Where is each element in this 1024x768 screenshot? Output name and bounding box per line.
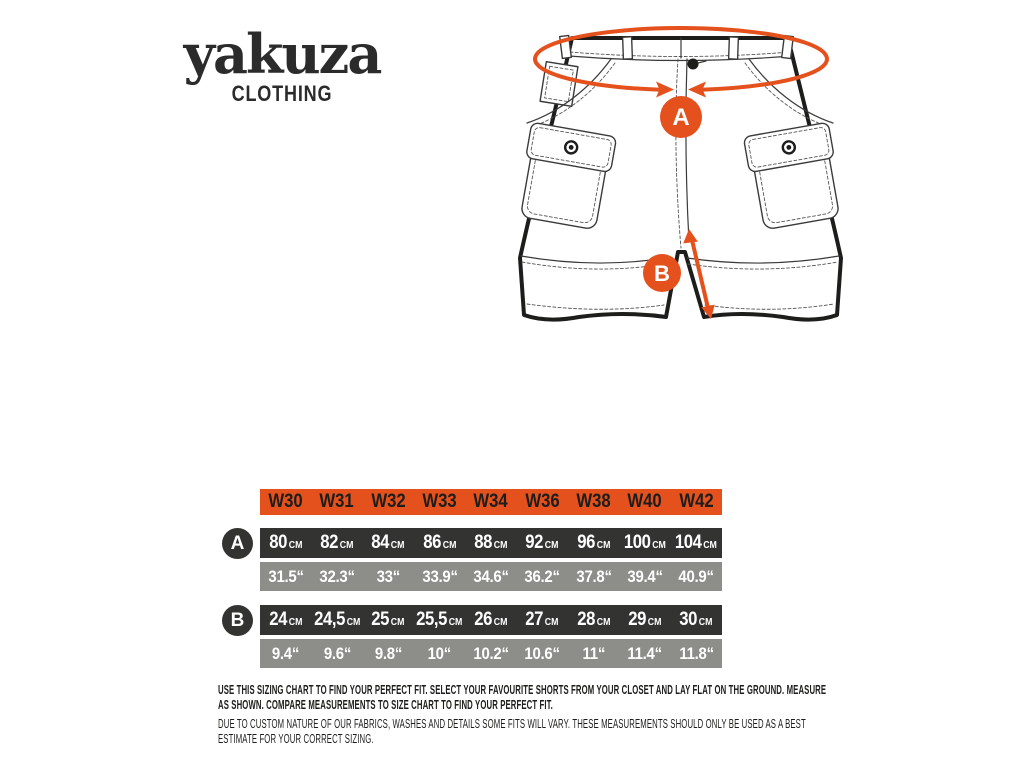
inch-value: 39.4“ [627,566,663,586]
inch-value: 9.8“ [374,643,402,663]
inch-value: 36.2“ [524,566,560,586]
inseam-badge [643,254,681,292]
cargo-shorts-drawing [515,26,845,338]
inch-value: 34.6“ [473,566,509,586]
waist-button [688,59,699,70]
column-header-w38: W38 [576,491,611,512]
inch-value: 11.8“ [679,643,714,663]
column-header-w33: W33 [422,491,457,512]
footer-paragraph-1 [218,683,827,713]
cm-value: 82 CM [320,532,354,553]
row-inch-values [260,562,722,591]
inch-value: 10“ [427,643,452,663]
measurement-badge-b: B [222,605,253,636]
cm-value: 100 CM [623,532,667,553]
column-header-w31: W31 [319,491,355,512]
column-header-w32: W32 [371,491,406,512]
footer-line: ESTIMATE FOR YOUR CORRECT SIZING. [218,732,374,746]
shorts-illustration [515,26,845,338]
column-header-w42: W42 [679,491,714,512]
size-row-group-b [222,605,722,668]
cm-value: 28 CM [577,609,611,630]
inch-value: 10.2“ [473,643,509,663]
row-inch-values [260,639,722,668]
inch-value: 32.3“ [319,566,355,586]
cm-value: 80 CM [269,532,303,553]
measurement-badge-a: A [222,528,253,559]
cm-value: 26 CM [474,609,508,630]
column-header-w36: W36 [525,491,560,512]
cm-value: 27 CM [525,609,559,630]
footer-notes [218,683,827,747]
inch-value: 9.6“ [323,643,351,663]
inch-value: 9.4“ [272,643,300,663]
brand-logo [168,22,396,106]
inch-value: 11.4“ [627,643,663,663]
column-header-w40: W40 [627,491,663,512]
cm-value: 24 CM [269,609,303,630]
column-header-w30: W30 [268,491,303,512]
brand-subtitle: CLOTHING [231,81,333,106]
cm-value: 24,5 CM [313,609,361,630]
footer-paragraph-2 [218,717,813,747]
cm-value: 84 CM [371,532,405,553]
waist-badge-label: A [672,104,690,131]
row-cm-values [260,605,722,635]
footer-line: USE THIS SIZING CHART TO FIND YOUR PERFECT FIT. SELECT YOUR FAVOURITE SHORTS FROM YOUR CLOSET AND LAY FLAT ON THE GROUND. MEASURE [218,683,827,697]
cm-value: 25,5 CM [416,609,463,630]
footer-line: DUE TO CUSTOM NATURE OF OUR FABRICS, WASHES AND DETAILS SOME FITS WILL VARY. THESE MEASUREMENTS SHOULD ONLY BE USED AS A BEST [218,717,806,731]
column-header-w34: W34 [473,491,509,512]
size-chart [222,489,722,668]
size-row-group-a [222,528,722,591]
inseam-badge-label: B [654,261,670,286]
cm-value: 25 CM [371,609,405,630]
size-chart-body [222,528,722,668]
cm-value: 96 CM [577,532,611,553]
footer-line: AS SHOWN. COMPARE MEASUREMENTS TO SIZE CHART TO FIND YOUR PERFECT FIT. [218,698,553,712]
cm-value: 88 CM [474,532,508,553]
cm-value: 30 CM [679,609,713,630]
inch-value: 11“ [582,643,605,663]
cm-value: 104 CM [675,532,718,553]
cm-value: 92 CM [525,532,559,553]
inch-value: 31.5“ [268,566,304,586]
inch-value: 33“ [376,566,400,586]
waist-badge [660,96,702,138]
inch-value: 10.6“ [524,643,560,663]
cm-value: 29 CM [628,609,662,630]
size-chart-header-row [260,489,722,515]
inch-value: 40.9“ [678,566,714,586]
row-cm-values [260,528,722,558]
inch-value: 33.9“ [422,566,458,586]
inch-value: 37.8“ [576,566,612,586]
brand-name: yakuza [183,22,381,86]
cm-value: 86 CM [423,532,457,553]
